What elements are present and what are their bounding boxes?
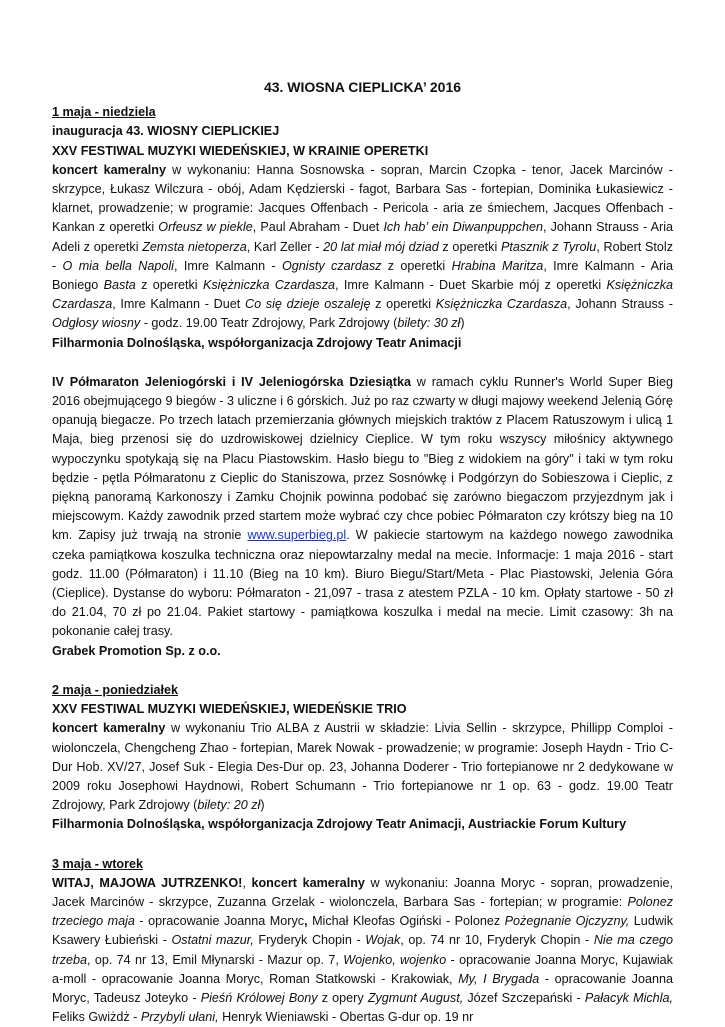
- superbieg-link[interactable]: www.superbieg.pl: [247, 528, 347, 543]
- page-title: 43. WIOSNA CIEPLICKA’ 2016: [263, 79, 462, 95]
- section-spacer: [52, 835, 673, 855]
- event-description: WITAJ, MAJOWA JUTRZENKO!, koncert kameralny w wykonaniu: Joanna Moryc - sopran, prowadzenie, Jacek Marcinów - skrzypce, Zuzanna Grzelak - wiolonczela, Barbara Sas - fortepian; w programie: Polonez trzeciego maja - opracowanie Joanna Moryc, Michał Kleofas Ogiński - Polonez Pożegnanie Ojczyzny, Ludwik Ksawery Łubieński - Ostatni mazur, Fryderyk Chopin - Wojak, op. 74 nr 10, Fryderyk Chopin - Nie ma czego trzeba, op. 74 nr 13, Emil Młynarski - Mazur op. 7, Wojenko, wojenko - opracowanie Joanna Moryc, Kujawiak a-moll - opracowanie Joanna Moryc, Roman Statkowski - Krakowiak, My, I Brygada - opracowanie Joanna Moryc, Tadeusz Joteyko - Pieśń Królowej Bony z opery Zygmunt August, Józef Szczepański - Pałacyk Michla, Feliks Gwiżdż - Przybyli ułani, Henryk Wieniawski - Obertas G-dur op. 19 nr: [52, 875, 674, 1025]
- day-heading: 2 maja - poniedziałek: [52, 682, 178, 697]
- event-subtitle: inauguracja 43. WIOSNY CIEPLICKIEJ: [52, 124, 280, 139]
- event-organizer: Grabek Promotion Sp. z o.o.: [52, 643, 221, 658]
- document-page: [52, 78, 673, 1027]
- event-description: IV Półmaraton Jeleniogórski i IV Jeleniogórska Dziesiątka w ramach cyklu Runner's World Super Bieg 2016 obejmującego 9 biegów - 3 uliczne i 6 górskich. Już po raz czwarty w długi majowy weekend Jelenią Górę opanują biegacze. Po trzech latach przemierzania głównych miejskich traktów z Placem Ratuszowym i ulicą 1 Maja, bieg przenosi się do uzdrowiskowej dzielnicy Cieplice. W tym roku wszyscy miłośnicy aktywnego wypoczynku spotykają się na Placu Piastowskim. Hasło biegu to "Bieg z widokiem na góry" i taki w tym roku będzie - pętla Półmaratonu z Cieplic do Staniszowa, przez Sosnówkę i Podgórzyn do Sobieszowa i Cieplic, z piękną panoramą Karkonoszy i Zamku Chojnik powinna podobać się zarówno biegaczom przyjezdnym jak i miejscowym. Każdy zawodnik przed startem może wybrać czy chce pobiec Półmaraton czy krótszy bieg na 10 km. Zapisy już trwają na stronie www.superbieg.pl. W pakiecie startowym na każdego nowego zawodnika czeka pamiątkowa koszulka techniczna oraz niepowtarzalny medal na mecie. Informacje: 1 maja 2016 - start godz. 11.00 (Półmaraton) i 11.10 (Bieg na 10 km). Biuro Biegu/Start/Meta - Plac Piastowski, Jelenia Góra (Cieplice). Dystanse do wyboru: Półmaraton - 21,097 - trasa z atestem PZLA - 10 km. Opłaty startowe - 50 zł do 21.04, 70 zł po 21.04. Pakiet startowy - pamiątkowa koszulka i medal na mecie. Limit czasowy: 3h na pokonanie całej trasy.: [52, 374, 673, 639]
- event-may-1-operetta: [52, 103, 673, 353]
- day-heading: 3 maja - wtorek: [52, 856, 143, 871]
- day-heading: 1 maja - niedziela: [52, 105, 156, 120]
- event-description: koncert kameralny w wykonaniu: Hanna Sosnowska - sopran, Marcin Czopka - tenor, Jacek Marcinów - skrzypce, Łukasz Wilczura - obój, Adam Kędzierski - fagot, Barbara Sas - fortepian, Dominika Łukasiewicz - klarnet, prowadzenie; w programie: Jacques Offenbach - Pericola - aria ze śmiechem, Jacques Offenbach - Kankan z operetki Orfeusz w piekle, Paul Abraham - Duet Ich hab’ ein Diwanpuppchen, Johann Strauss - Aria Adeli z operetki Zemsta nietoperza, Karl Zeller - 20 lat miał mój dziad z operetki Ptasznik z Tyrolu, Robert Stolz - O mia bella Napoli, Imre Kalmann - Ognisty czardasz z operetki Hrabina Maritza, Imre Kalmann - Aria Boniego Basta z operetki Księżniczka Czardasza, Imre Kalmann - Duet Skarbie mój z operetki Księżniczka Czardasza, Imre Kalmann - Duet Co się dzieje oszaleję z operetki Księżniczka Czardasza, Johann Strauss - Odgłosy wiosny - godz. 19.00 Teatr Zdrojowy, Park Zdrojowy (bilety: 30 zł): [52, 162, 674, 331]
- event-description: koncert kameralny w wykonaniu Trio ALBA z Austrii w składzie: Livia Sellin - skrzypce, Phillipp Comploi - wiolonczela, Chengcheng Zhao - fortepian, Marek Nowak - prowadzenie; w programie: Joseph Haydn - Trio C-Dur Hob. XV/27, Josef Suk - Elegia Des-Dur op. 23, Johanna Doderer - Trio fortepianowe nr 2 dedykowane w 2009 roku Josephowi Haydnowi, Robert Schumann - Trio fortepianowe nr 1 op. 63 - godz. 19.00 Teatr Zdrojowy, Park Zdrojowy (bilety: 20 zł): [52, 721, 673, 813]
- event-may-2-trio: [52, 681, 673, 835]
- event-organizer: Filharmonia Dolnośląska, współorganizacja Zdrojowy Teatr Animacji, Austriackie Forum Kultury: [52, 817, 627, 832]
- section-spacer: [52, 353, 673, 373]
- event-may-3-concert: [52, 855, 673, 1027]
- event-title: XXV FESTIWAL MUZYKI WIEDEŃSKIEJ, W KRAINIE OPERETKI: [52, 143, 429, 158]
- section-spacer: [52, 661, 673, 681]
- event-half-marathon: [52, 373, 673, 661]
- event-title: XXV FESTIWAL MUZYKI WIEDEŃSKIEJ, WIEDEŃSKIE TRIO: [52, 702, 407, 717]
- event-organizer: Filharmonia Dolnośląska, współorganizacja Zdrojowy Teatr Animacji: [52, 335, 462, 350]
